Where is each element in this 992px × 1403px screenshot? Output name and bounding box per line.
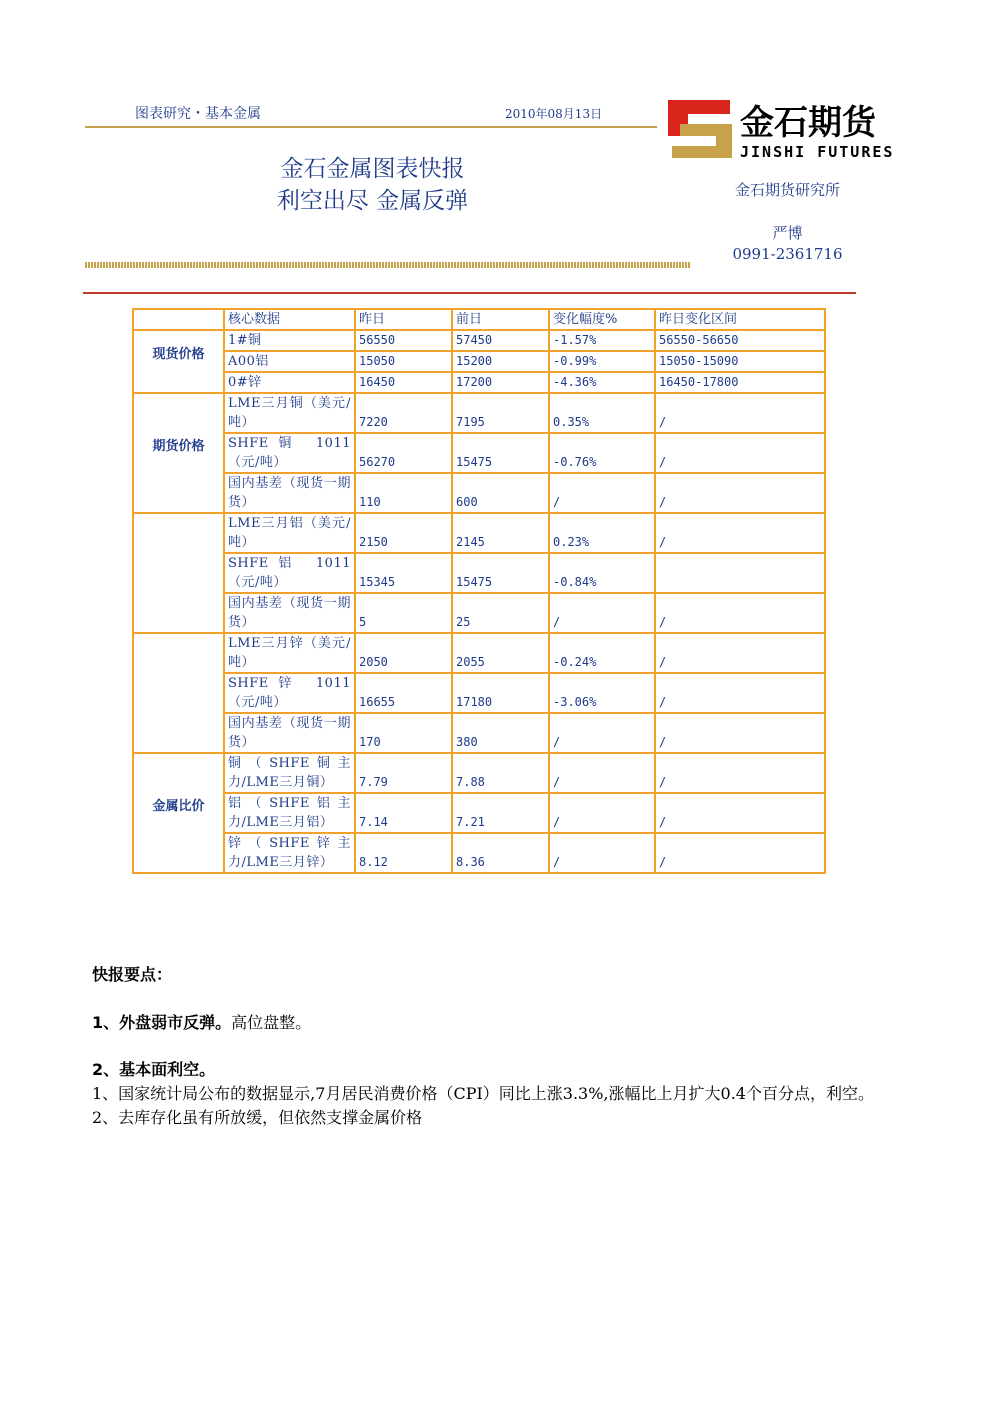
keypoint-1 — [92, 1010, 311, 1033]
prev-day-cell: 17180 — [452, 673, 549, 713]
category-cell: 金属比价 — [133, 753, 224, 873]
yesterday-cell: 56550 — [355, 330, 452, 351]
change-cell: / — [549, 793, 655, 833]
keypoint-1-heading: 1、外盘弱市反弹。 — [92, 1013, 232, 1032]
item-cell: SHFE锌 1011 （元/吨） — [224, 673, 355, 713]
prev-day-cell: 7195 — [452, 393, 549, 433]
prev-day-cell: 57450 — [452, 330, 549, 351]
change-cell: / — [549, 833, 655, 873]
change-cell: -3.06% — [549, 673, 655, 713]
keypoint-1-text: 高位盘整。 — [231, 1013, 312, 1032]
header-divider — [85, 126, 657, 128]
logo-en-text: JINSHI FUTURES — [740, 143, 895, 161]
range-cell: / — [655, 753, 825, 793]
table-row — [133, 673, 825, 713]
author-phone: 0991-2361716 — [732, 245, 843, 263]
prev-day-cell: 15200 — [452, 351, 549, 372]
item-cell: SHFE铝 1011 （元/吨） — [224, 553, 355, 593]
yesterday-cell: 8.12 — [355, 833, 452, 873]
change-cell: -1.57% — [549, 330, 655, 351]
category-cell — [133, 633, 224, 753]
yesterday-cell: 2050 — [355, 633, 452, 673]
item-cell: 铝（SHFE铝主力/LME三月铝） — [224, 793, 355, 833]
yesterday-cell: 7220 — [355, 393, 452, 433]
change-cell: -0.84% — [549, 553, 655, 593]
prev-day-cell: 2055 — [452, 633, 549, 673]
item-cell: 锌（SHFE锌主力/LME三月锌） — [224, 833, 355, 873]
logo-cn-text: 金石期货 — [740, 103, 876, 143]
category-cell: 现货价格 — [133, 330, 224, 393]
prev-day-cell: 15475 — [452, 433, 549, 473]
category-cell — [133, 513, 224, 633]
prev-day-cell: 380 — [452, 713, 549, 753]
range-cell: / — [655, 673, 825, 713]
prev-day-cell: 8.36 — [452, 833, 549, 873]
table-row — [133, 330, 825, 351]
item-cell: 国内基差（现货一期货） — [224, 593, 355, 633]
table-row — [133, 793, 825, 833]
range-cell: / — [655, 393, 825, 433]
author-name: 严博 — [772, 224, 803, 242]
table-row — [133, 433, 825, 473]
section-label: 图表研究・基本金属 — [135, 106, 261, 122]
yesterday-cell: 16655 — [355, 673, 452, 713]
change-cell: -0.76% — [549, 433, 655, 473]
yesterday-cell: 2150 — [355, 513, 452, 553]
item-cell: 1#铜 — [224, 330, 355, 351]
table-header-cell: 变化幅度% — [549, 309, 655, 330]
table-header-cell: 前日 — [452, 309, 549, 330]
range-cell: / — [655, 833, 825, 873]
yesterday-cell: 5 — [355, 593, 452, 633]
yesterday-cell: 7.14 — [355, 793, 452, 833]
change-cell: / — [549, 753, 655, 793]
item-cell: A00铝 — [224, 351, 355, 372]
prev-day-cell: 7.88 — [452, 753, 549, 793]
table-row — [133, 393, 825, 433]
table-row — [133, 513, 825, 553]
change-cell: 0.35% — [549, 393, 655, 433]
category-cell: 期货价格 — [133, 393, 224, 513]
range-cell: 16450-17800 — [655, 372, 825, 393]
range-cell: / — [655, 793, 825, 833]
research-org: 金石期货研究所 — [734, 181, 840, 199]
yesterday-cell: 170 — [355, 713, 452, 753]
table-header-cell: 昨日变化区间 — [655, 309, 825, 330]
change-cell: -4.36% — [549, 372, 655, 393]
table-row — [133, 633, 825, 673]
table-row — [133, 553, 825, 593]
prev-day-cell: 600 — [452, 473, 549, 513]
keypoint-2-body — [92, 1082, 904, 1130]
item-cell: 国内基差（现货一期货） — [224, 473, 355, 513]
prev-day-cell: 2145 — [452, 513, 549, 553]
table-row — [133, 351, 825, 372]
change-cell: -0.24% — [549, 633, 655, 673]
header-blank-cell — [133, 309, 224, 330]
item-cell: 铜（SHFE铜主力/LME三月铜） — [224, 753, 355, 793]
change-cell: / — [549, 593, 655, 633]
change-cell: -0.99% — [549, 351, 655, 372]
range-cell: / — [655, 633, 825, 673]
item-cell: LME三月铜（美元/吨） — [224, 393, 355, 433]
table-row — [133, 753, 825, 793]
item-cell: LME三月锌（美元/吨） — [224, 633, 355, 673]
range-cell: / — [655, 713, 825, 753]
range-cell: 56550-56650 — [655, 330, 825, 351]
prev-day-cell: 25 — [452, 593, 549, 633]
change-cell: 0.23% — [549, 513, 655, 553]
red-divider — [83, 292, 856, 294]
table-row — [133, 372, 825, 393]
item-cell: SHFE铜 1011 （元/吨） — [224, 433, 355, 473]
core-data-table — [132, 308, 826, 874]
yesterday-cell: 15050 — [355, 351, 452, 372]
yesterday-cell: 16450 — [355, 372, 452, 393]
range-cell: / — [655, 593, 825, 633]
range-cell — [655, 553, 825, 593]
range-cell: / — [655, 433, 825, 473]
keypoint-2-item: 1、国家统计局公布的数据显示,7月居民消费价格（CPI）同比上涨3.3%,涨幅比上月扩大0.4个百分点，利空。 — [92, 1084, 874, 1103]
change-cell: / — [549, 473, 655, 513]
item-cell: 国内基差（现货一期货） — [224, 713, 355, 753]
change-cell: / — [549, 713, 655, 753]
prev-day-cell: 15475 — [452, 553, 549, 593]
table-row — [133, 713, 825, 753]
prev-day-cell: 17200 — [452, 372, 549, 393]
report-date: 2010年08月13日 — [505, 107, 603, 121]
prev-day-cell: 7.21 — [452, 793, 549, 833]
keypoint-2-item: 2、去库存化虽有所放缓，但依然支撑金属价格 — [92, 1108, 423, 1127]
yesterday-cell: 110 — [355, 473, 452, 513]
table-row — [133, 473, 825, 513]
yesterday-cell: 56270 — [355, 433, 452, 473]
report-title: 金石金属图表快报 — [280, 156, 465, 182]
keypoint-2-heading: 2、基本面利空。 — [92, 1060, 216, 1079]
table-header-cell: 核心数据 — [224, 309, 355, 330]
range-cell: / — [655, 473, 825, 513]
yesterday-cell: 15345 — [355, 553, 452, 593]
table-header-row — [133, 309, 825, 330]
report-subtitle: 利空出尽 金属反弹 — [276, 188, 469, 214]
item-cell: 0#锌 — [224, 372, 355, 393]
table-row — [133, 593, 825, 633]
yesterday-cell: 7.79 — [355, 753, 452, 793]
keypoints-title: 快报要点： — [92, 965, 173, 984]
table-row — [133, 833, 825, 873]
table-header-cell: 昨日 — [355, 309, 452, 330]
range-cell: 15050-15090 — [655, 351, 825, 372]
dotted-divider — [85, 262, 691, 268]
range-cell: / — [655, 513, 825, 553]
item-cell: LME三月铝（美元/吨） — [224, 513, 355, 553]
